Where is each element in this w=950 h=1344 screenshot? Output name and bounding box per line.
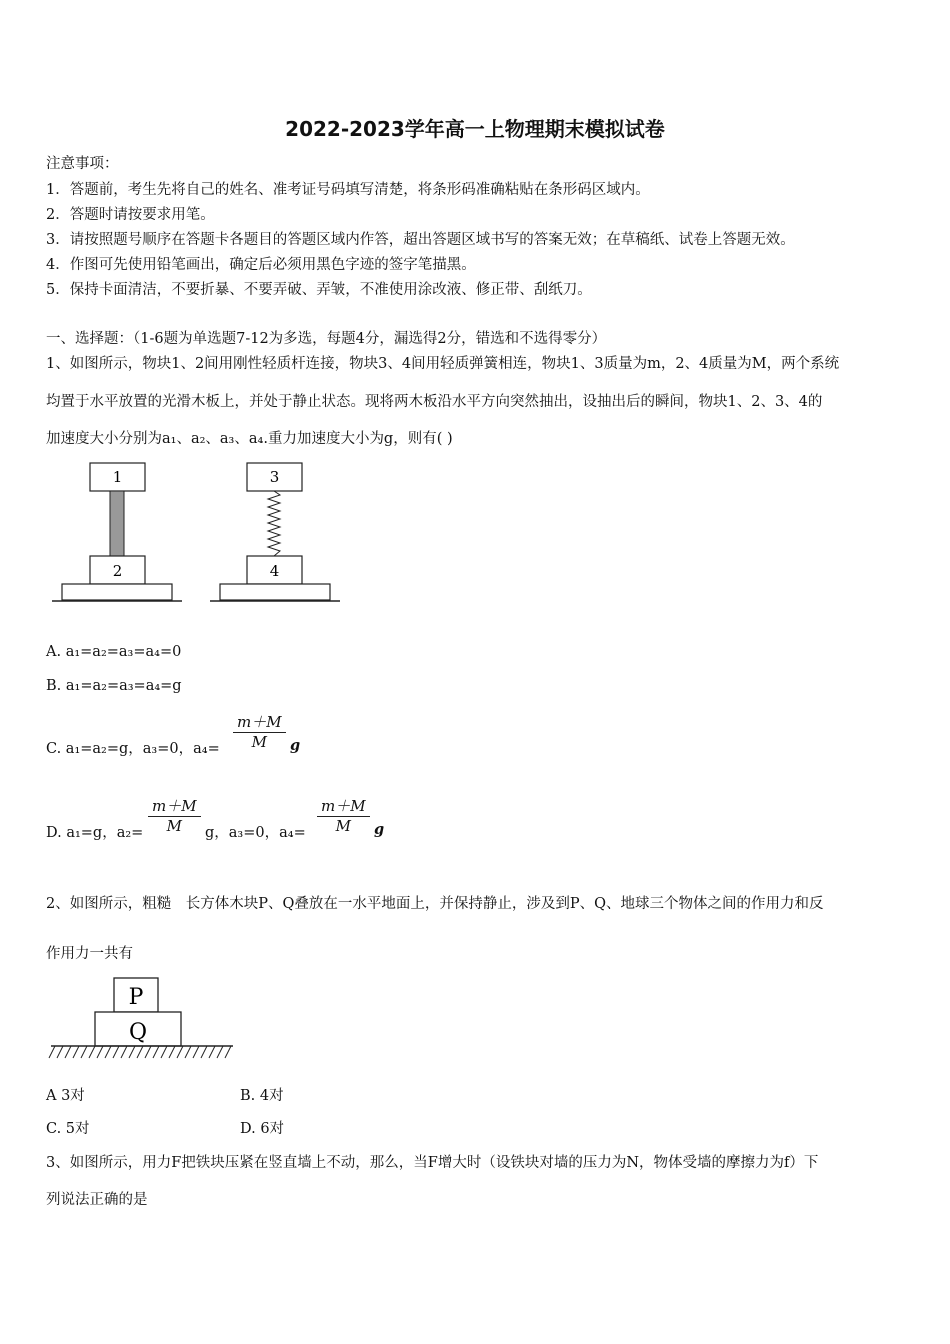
q2-option-b[interactable]: B. 4对 [240,1088,284,1104]
question-1-figure [48,458,348,608]
fraction [317,795,370,835]
q2-option-a[interactable]: A 3对 [46,1088,85,1104]
question-1-text: 均置于水平放置的光滑木板上，并处于静止状态。现将两木板沿水平方向突然抽出，设抽出后的瞬间，物块1、2、3、4的 [46,394,823,410]
g-symbol: g [290,737,301,754]
q2-option-c[interactable]: C. 5对 [46,1121,90,1137]
block-2-label: 2 [112,562,123,580]
q1-option-c[interactable]: C. a₁=a₂=g，a₃=0，a₄= [46,741,220,757]
spring [268,491,280,556]
fraction-numerator: m＋M [148,795,201,817]
notice-item: 4．作图可先使用铅笔画出，确定后必须用黑色字迹的签字笔描黑。 [46,257,476,273]
board-right [220,584,330,600]
fraction-numerator: m＋M [233,711,286,733]
notice-item: 5．保持卡面清洁，不要折暴、不要弄破、弄皱，不准使用涂改液、修正带、刮纸刀。 [46,282,592,298]
question-2-text: 2、如图所示，粗糙 长方体木块P、Q叠放在一水平地面上，并保持静止，涉及到P、Q、地球三个物体之间的作用力和反 [46,896,824,912]
fraction [233,711,286,751]
notice-item: 3．请按照题号顺序在答题卡各题目的答题区域内作答，超出答题区域书写的答案无效；在草稿纸、试卷上答题无效。 [46,232,795,248]
block-4-label: 4 [269,562,280,580]
question-3-text: 3、如图所示，用力F把铁块压紧在竖直墙上不动，那么，当F增大时（设铁块对墙的压力为N，物体受墙的摩擦力为f）下 [46,1155,819,1171]
q1-option-a[interactable]: A. a₁=a₂=a₃=a₄=0 [46,644,182,660]
fraction-numerator: m＋M [317,795,370,817]
fraction-denominator: M [251,733,267,751]
ground-hatching [49,1046,231,1058]
q1-option-d-cont: g，a₃=0，a₄= [205,825,306,841]
q1-option-b[interactable]: B. a₁=a₂=a₃=a₄=g [46,678,182,694]
rigid-rod [110,491,124,556]
q2-option-d[interactable]: D. 6对 [240,1121,285,1137]
fraction [148,795,201,835]
notice-item: 1．答题前，考生先将自己的姓名、准考证号码填写清楚，将条形码准确粘贴在条形码区域内。 [46,182,650,198]
block-3-label: 3 [269,468,280,486]
question-2-figure [48,974,238,1064]
q1-option-d[interactable]: D. a₁=g，a₂= [46,825,144,841]
block-1-label: 1 [112,468,123,486]
block-q-label: Q [128,1020,148,1045]
notice-heading: 注意事项： [46,156,119,172]
notice-item: 2．答题时请按要求用笔。 [46,207,215,223]
g-symbol: g [374,821,385,838]
fraction-denominator: M [335,817,351,835]
page-title: 2022-2023学年高一上物理期末模拟试卷 [285,117,665,141]
question-2-text: 作用力一共有 [46,946,133,962]
board-left [62,584,172,600]
question-1-text: 加速度大小分别为a₁、a₂、a₃、a₄.重力加速度大小为g，则有( ) [46,431,453,447]
block-p-label: P [128,985,144,1010]
question-3-text: 列说法正确的是 [46,1192,148,1208]
section-heading: 一、选择题：（1-6题为单选题7-12为多选，每题4分，漏选得2分，错选和不选得零分） [46,331,607,347]
fraction-denominator: M [166,817,182,835]
question-1-text: 1、如图所示，物块1、2间用刚性轻质杆连接，物块3、4间用轻质弹簧相连，物块1、3质量为m，2、4质量为M，两个系统 [46,356,840,372]
